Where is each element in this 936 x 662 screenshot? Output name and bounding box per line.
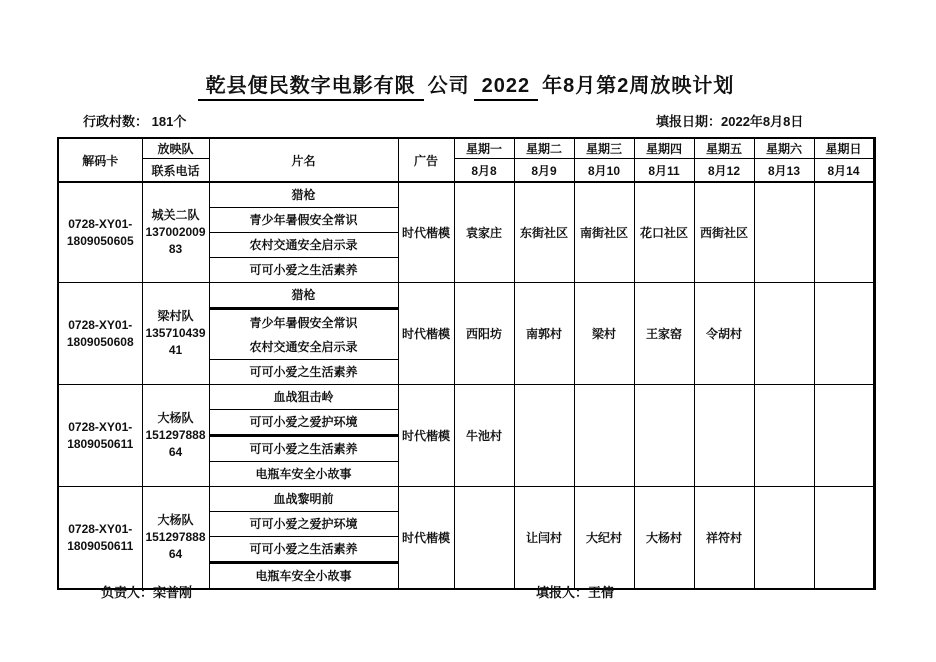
village-cell [754,182,814,283]
header-team: 放映队 [142,138,209,159]
film-cell: 可可小爱之生活素养 [209,537,398,563]
header-weekday: 星期日 [814,138,874,159]
team-name: 梁村队 [157,309,194,323]
village-cell: 东街社区 [514,182,574,283]
team-phone: 15129788864 [145,428,206,459]
reporter-signature [536,582,614,601]
header-date: 8月9 [514,159,574,183]
film-title: 青少年暑假安全常识 [249,315,358,330]
header-weekday: 星期一 [454,138,514,159]
village-cell [754,283,814,385]
film-cell: 可可小爱之生活素养 [209,258,398,283]
film-cell: 猎枪 [209,283,398,309]
village-cell [814,283,874,385]
film-cell: 电瓶车安全小故事 [209,462,398,487]
title-plan-text: 年8月第2周放映计划 [542,75,735,97]
film-cell: 猎枪 [209,182,398,208]
film-cell: 电瓶车安全小故事 [209,563,398,590]
header-film: 片名 [209,138,398,182]
team-name: 城关二队 [151,208,200,222]
report-date [656,111,803,130]
village-count-label: 行政村数： [83,114,149,129]
village-cell [514,385,574,487]
film-cell: 可可小爱之爱护环境 [209,512,398,537]
table-row [58,487,874,512]
header-phone: 联系电话 [142,159,209,183]
team-name: 大杨队 [157,411,194,425]
manager-name: 栾普刚 [153,585,193,600]
team-phone: 13700200983 [145,225,206,256]
header-weekday: 星期五 [694,138,754,159]
header-weekday: 星期二 [514,138,574,159]
film-cell: 血战狙击岭 [209,385,398,410]
header-date: 8月12 [694,159,754,183]
header-date: 8月14 [814,159,874,183]
manager-signature [101,582,192,601]
team-cell [142,487,209,590]
village-count [83,111,186,130]
village-cell [754,385,814,487]
header-date: 8月8 [454,159,514,183]
header-date: 8月11 [634,159,694,183]
village-cell: 袁家庄 [454,182,514,283]
village-cell [754,487,814,590]
film-cell: 血战黎明前 [209,487,398,512]
header-weekday: 星期三 [574,138,634,159]
table-row [58,385,874,410]
village-cell: 南郭村 [514,283,574,385]
header-ad: 广告 [398,138,454,182]
report-date-label: 填报日期： [656,114,722,129]
reporter-label: 填报人： [536,585,589,600]
village-cell: 大纪村 [574,487,634,590]
village-cell [814,385,874,487]
ad-cell: 时代楷模 [398,182,454,283]
film-title: 农村交通安全启示录 [249,339,358,354]
decoder-card-cell: 0728-XY01-1809050608 [58,283,142,385]
film-cell: 可可小爱之生活素养 [209,360,398,385]
village-cell [634,385,694,487]
ad-cell: 时代楷模 [398,283,454,385]
film-cell [209,309,398,360]
village-cell: 梁村 [574,283,634,385]
village-cell [454,487,514,590]
village-cell: 祥符村 [694,487,754,590]
village-cell: 花口社区 [634,182,694,283]
village-count-value: 181个 [151,114,187,129]
village-cell [814,182,874,283]
table-row [58,283,874,309]
team-phone: 15129788864 [145,530,206,561]
team-name: 大杨队 [157,513,194,527]
ad-cell: 时代楷模 [398,385,454,487]
village-cell [574,385,634,487]
village-cell: 王家窑 [634,283,694,385]
header-date: 8月10 [574,159,634,183]
title-company-suffix: 公司 [427,75,470,97]
film-cell: 农村交通安全启示录 [209,233,398,258]
village-cell [814,487,874,590]
village-cell [694,385,754,487]
header-weekday: 星期六 [754,138,814,159]
decoder-card-cell: 0728-XY01-1809050611 [58,385,142,487]
film-cell: 可可小爱之生活素养 [209,436,398,462]
village-cell: 让闫村 [514,487,574,590]
report-date-value: 2022年8月8日 [721,114,804,129]
reporter-name: 王倩 [588,585,615,600]
decoder-card-cell: 0728-XY01-1809050605 [58,182,142,283]
header-date: 8月13 [754,159,814,183]
header-decoder-card: 解码卡 [58,138,142,182]
team-phone: 13571043941 [145,326,206,357]
ad-cell: 时代楷模 [398,487,454,590]
table-row [58,182,874,208]
village-cell: 大杨村 [634,487,694,590]
page-title [0,69,936,98]
manager-label: 负责人： [101,585,154,600]
header-weekday: 星期四 [634,138,694,159]
village-cell: 牛池村 [454,385,514,487]
village-cell: 南街社区 [574,182,634,283]
film-cell: 可可小爱之爱护环境 [209,410,398,436]
village-cell: 西街社区 [694,182,754,283]
screening-schedule-table [57,137,876,590]
team-cell [142,283,209,385]
village-cell: 西阳坊 [454,283,514,385]
team-cell [142,182,209,283]
decoder-card-cell: 0728-XY01-1809050611 [58,487,142,590]
film-cell: 青少年暑假安全常识 [209,208,398,233]
title-company-underlined: 乾县便民数字电影有限 [198,75,424,101]
village-cell: 令胡村 [694,283,754,385]
team-cell [142,385,209,487]
title-year: 2022 [474,75,539,101]
